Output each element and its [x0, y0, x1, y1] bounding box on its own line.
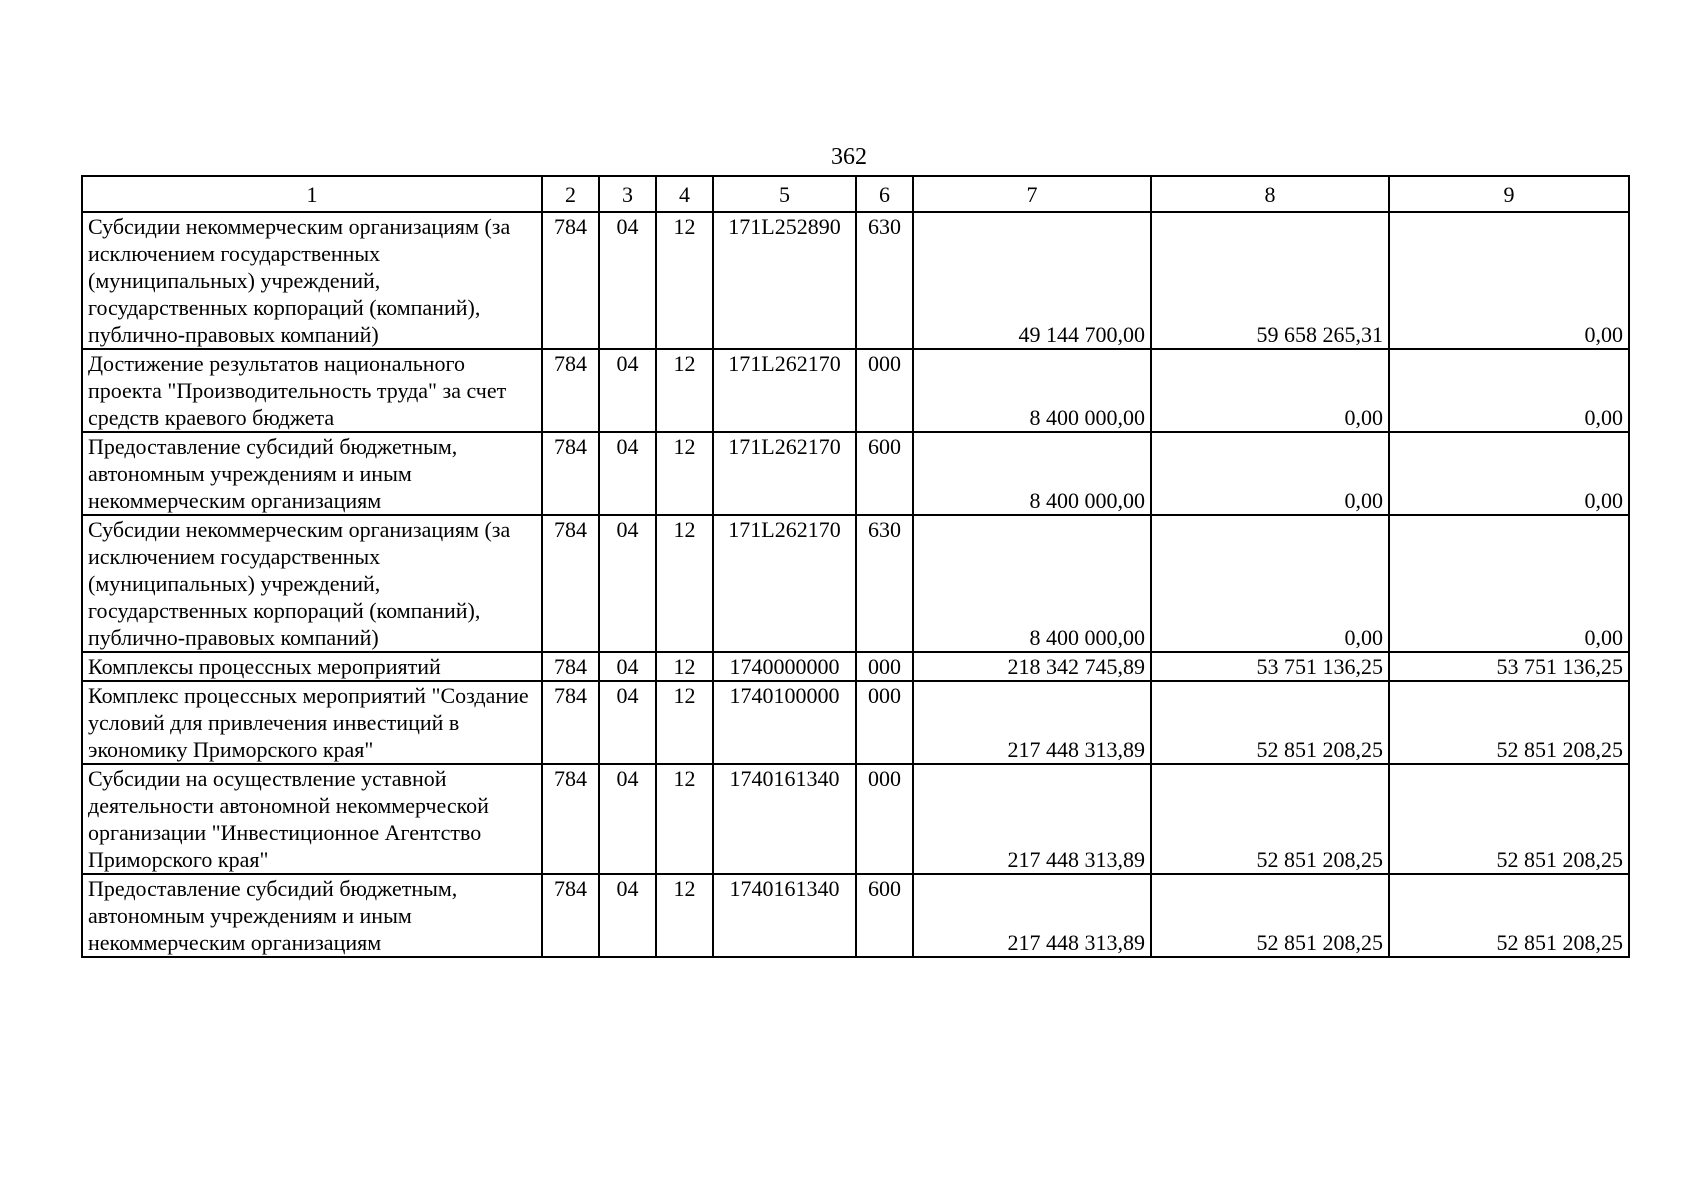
ministry-code: 784	[542, 681, 599, 764]
table-row	[82, 515, 1629, 652]
subsection-code: 12	[656, 764, 713, 874]
row-name: Достижение результатов национального проекта "Производительность труда" за счет средств краевого бюджета	[82, 349, 542, 432]
table-row	[82, 349, 1629, 432]
column-header: 7	[913, 176, 1151, 212]
amount-col-7: 217 448 313,89	[913, 874, 1151, 957]
ministry-code: 784	[542, 874, 599, 957]
column-header: 1	[82, 176, 542, 212]
target-article-code: 1740000000	[713, 652, 856, 681]
header-row	[82, 176, 1629, 212]
amount-col-8: 52 851 208,25	[1151, 874, 1389, 957]
expense-type-code: 000	[856, 681, 913, 764]
amount-col-9: 52 851 208,25	[1389, 764, 1629, 874]
expense-type-code: 000	[856, 652, 913, 681]
table-row	[82, 764, 1629, 874]
target-article-code: 171L262170	[713, 349, 856, 432]
subsection-code: 12	[656, 349, 713, 432]
section-code: 04	[599, 764, 656, 874]
expense-type-code: 000	[856, 349, 913, 432]
section-code: 04	[599, 432, 656, 515]
table-row	[82, 432, 1629, 515]
target-article-code: 171L252890	[713, 212, 856, 349]
amount-col-8: 53 751 136,25	[1151, 652, 1389, 681]
subsection-code: 12	[656, 652, 713, 681]
row-name: Субсидии на осуществление уставной деятельности автономной некоммерческой организации "Инвестиционное Агентство Приморского края"	[82, 764, 542, 874]
column-header: 5	[713, 176, 856, 212]
table-row	[82, 681, 1629, 764]
amount-col-8: 59 658 265,31	[1151, 212, 1389, 349]
amount-col-7: 217 448 313,89	[913, 681, 1151, 764]
row-name: Субсидии некоммерческим организациям (за исключением государственных (муниципальных) учреждений, государственных корпораций (компаний), публично-правовых компаний)	[82, 515, 542, 652]
column-header: 8	[1151, 176, 1389, 212]
row-name: Комплекс процессных мероприятий "Создание условий для привлечения инвестиций в экономику Приморского края"	[82, 681, 542, 764]
amount-col-9: 52 851 208,25	[1389, 874, 1629, 957]
amount-col-7: 217 448 313,89	[913, 764, 1151, 874]
amount-col-9: 53 751 136,25	[1389, 652, 1629, 681]
row-name: Предоставление субсидий бюджетным, автономным учреждениям и иным некоммерческим организациям	[82, 432, 542, 515]
section-code: 04	[599, 681, 656, 764]
section-code: 04	[599, 349, 656, 432]
subsection-code: 12	[656, 212, 713, 349]
amount-col-7: 8 400 000,00	[913, 515, 1151, 652]
amount-col-9: 0,00	[1389, 349, 1629, 432]
column-header: 2	[542, 176, 599, 212]
amount-col-7: 8 400 000,00	[913, 349, 1151, 432]
section-code: 04	[599, 652, 656, 681]
column-header: 4	[656, 176, 713, 212]
amount-col-9: 0,00	[1389, 432, 1629, 515]
ministry-code: 784	[542, 652, 599, 681]
target-article-code: 1740161340	[713, 874, 856, 957]
section-code: 04	[599, 874, 656, 957]
expense-type-code: 600	[856, 874, 913, 957]
amount-col-8: 0,00	[1151, 515, 1389, 652]
ministry-code: 784	[542, 764, 599, 874]
expense-type-code: 000	[856, 764, 913, 874]
subsection-code: 12	[656, 432, 713, 515]
row-name: Предоставление субсидий бюджетным, автономным учреждениям и иным некоммерческим организациям	[82, 874, 542, 957]
table-row	[82, 874, 1629, 957]
amount-col-8: 0,00	[1151, 432, 1389, 515]
amount-col-9: 0,00	[1389, 515, 1629, 652]
amount-col-9: 52 851 208,25	[1389, 681, 1629, 764]
row-name: Комплексы процессных мероприятий	[82, 652, 542, 681]
ministry-code: 784	[542, 212, 599, 349]
amount-col-7: 8 400 000,00	[913, 432, 1151, 515]
table-row	[82, 212, 1629, 349]
ministry-code: 784	[542, 349, 599, 432]
amount-col-7: 218 342 745,89	[913, 652, 1151, 681]
amount-col-9: 0,00	[1389, 212, 1629, 349]
section-code: 04	[599, 212, 656, 349]
column-header: 9	[1389, 176, 1629, 212]
column-header: 6	[856, 176, 913, 212]
subsection-code: 12	[656, 515, 713, 652]
table-row	[82, 652, 1629, 681]
expense-type-code: 630	[856, 212, 913, 349]
expense-type-code: 630	[856, 515, 913, 652]
amount-col-7: 49 144 700,00	[913, 212, 1151, 349]
amount-col-8: 0,00	[1151, 349, 1389, 432]
row-name: Субсидии некоммерческим организациям (за исключением государственных (муниципальных) учреждений, государственных корпораций (компаний), публично-правовых компаний)	[82, 212, 542, 349]
ministry-code: 784	[542, 515, 599, 652]
amount-col-8: 52 851 208,25	[1151, 764, 1389, 874]
column-header: 3	[599, 176, 656, 212]
target-article-code: 1740100000	[713, 681, 856, 764]
subsection-code: 12	[656, 874, 713, 957]
target-article-code: 171L262170	[713, 432, 856, 515]
subsection-code: 12	[656, 681, 713, 764]
target-article-code: 171L262170	[713, 515, 856, 652]
budget-table	[81, 175, 1630, 958]
expense-type-code: 600	[856, 432, 913, 515]
target-article-code: 1740161340	[713, 764, 856, 874]
section-code: 04	[599, 515, 656, 652]
ministry-code: 784	[542, 432, 599, 515]
amount-col-8: 52 851 208,25	[1151, 681, 1389, 764]
page-number: 362	[831, 144, 867, 170]
